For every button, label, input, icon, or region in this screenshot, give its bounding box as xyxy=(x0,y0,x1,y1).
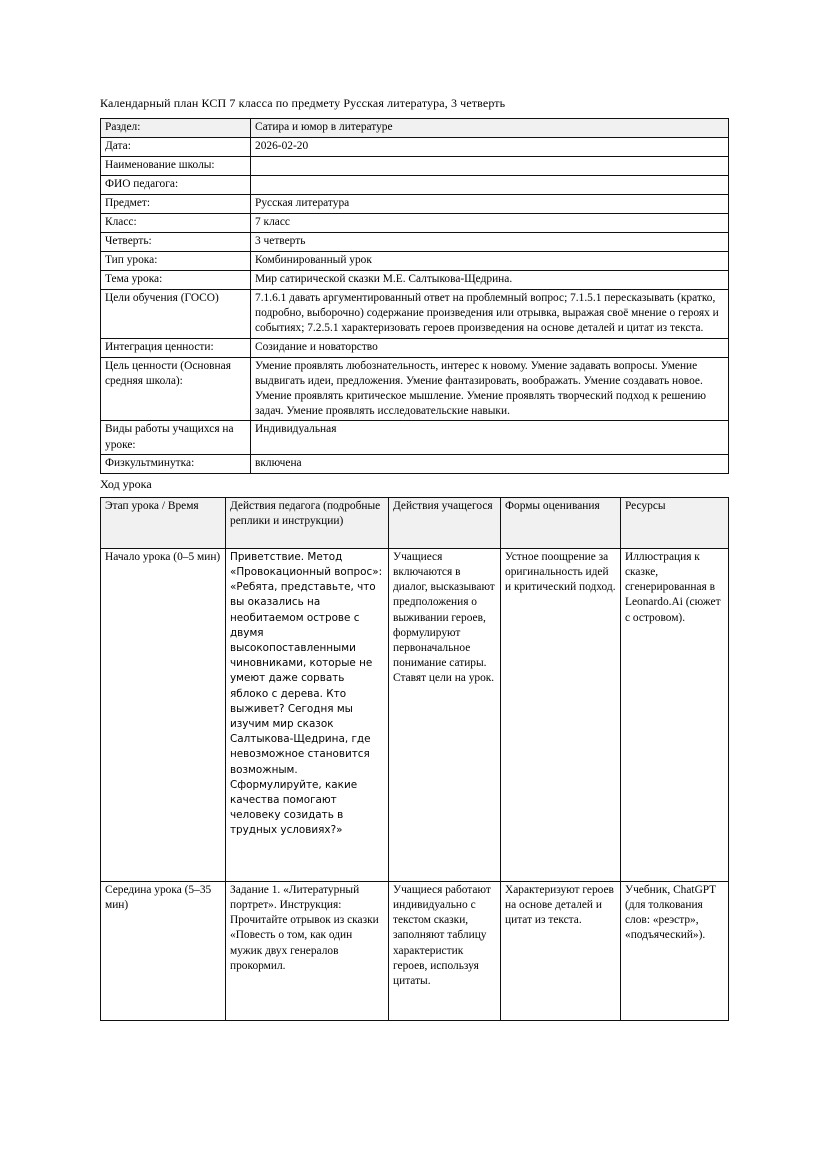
document-content xyxy=(100,96,728,1021)
info-value: Сатира и юмор в литературе xyxy=(251,119,729,138)
lesson-flow-caption: Ход урока xyxy=(100,476,152,491)
info-label: Класс: xyxy=(101,214,251,233)
info-value xyxy=(251,157,729,176)
info-value: 2026-02-20 xyxy=(251,138,729,157)
table-row xyxy=(101,421,729,454)
table-row xyxy=(101,338,729,357)
info-label: Предмет: xyxy=(101,195,251,214)
table-row xyxy=(101,454,729,473)
table-row xyxy=(101,271,729,290)
table-row xyxy=(101,357,729,421)
cell-student-actions: Учащиеся работают индивидуально с текстом сказки, заполняют таблицу характеристик героев, используя цитаты. xyxy=(389,881,501,1020)
cell-teacher-actions: Задание 1. «Литературный портрет». Инструкция: Прочитайте отрывок из сказки «Повесть о том, как один мужик двух генералов прокормил. xyxy=(226,881,389,1020)
info-value: включена xyxy=(251,454,729,473)
table-row xyxy=(101,548,729,881)
info-value: Умение проявлять любознательность, интерес к новому. Умение задавать вопросы. Умение выдвигать идеи, предложения. Умение фантазировать, воображать. Умение создавать новое. Умение проявлять критическое мышление. Умение проявлять творческий подход к решению задач. Умение проявлять исследовательские навыки. xyxy=(251,357,729,421)
info-value: Комбинированный урок xyxy=(251,252,729,271)
table-row xyxy=(101,138,729,157)
info-value: Индивидуальная xyxy=(251,421,729,454)
table-row xyxy=(101,233,729,252)
table-row xyxy=(101,157,729,176)
column-header-teacher-actions: Действия педагога (подробные реплики и инструкции) xyxy=(226,497,389,548)
table-row xyxy=(101,195,729,214)
table-header-row xyxy=(101,497,729,548)
info-value: 7 класс xyxy=(251,214,729,233)
info-label: Четверть: xyxy=(101,233,251,252)
info-label: Раздел: xyxy=(101,119,251,138)
table-row xyxy=(101,119,729,138)
column-header-student-actions: Действия учащегося xyxy=(389,497,501,548)
info-label: Виды работы учащихся на уроке: xyxy=(101,421,251,454)
info-label: ФИО педагога: xyxy=(101,176,251,195)
page-title: Календарный план КСП 7 класса по предмету Русская литература, 3 четверть xyxy=(100,96,506,110)
table-row xyxy=(101,881,729,1020)
info-label: Цели обучения (ГОСО) xyxy=(101,290,251,339)
lesson-flow-table xyxy=(100,497,729,1021)
cell-teacher-actions: Приветствие. Метод «Провокационный вопрос»: «Ребята, представьте, что вы оказались на необитаемом острове с двумя высокопоставленными чиновниками, которые не умеют даже сорвать яблоко с дерева. Кто выживет? Сегодня мы изучим мир сказок Салтыкова-Щедрина, где невозможное становится возможным. Сформулируйте, какие качества помогают человеку созидать в трудных условиях?» xyxy=(226,548,389,881)
info-value: 3 четверть xyxy=(251,233,729,252)
column-header-stage: Этап урока / Время xyxy=(101,497,226,548)
info-label: Тема урока: xyxy=(101,271,251,290)
info-label: Тип урока: xyxy=(101,252,251,271)
info-value: Мир сатирической сказки М.Е. Салтыкова-Щедрина. xyxy=(251,271,729,290)
table-row xyxy=(101,176,729,195)
cell-assessment: Устное поощрение за оригинальность идей и критический подход. xyxy=(501,548,621,881)
cell-stage: Середина урока (5–35 мин) xyxy=(101,881,226,1020)
column-header-resources: Ресурсы xyxy=(621,497,729,548)
info-value: Русская литература xyxy=(251,195,729,214)
column-header-assessment: Формы оценивания xyxy=(501,497,621,548)
lesson-info-table xyxy=(100,118,729,474)
info-value: Созидание и новаторство xyxy=(251,338,729,357)
cell-assessment: Характеризуют героев на основе деталей и цитат из текста. xyxy=(501,881,621,1020)
cell-stage: Начало урока (0–5 мин) xyxy=(101,548,226,881)
cell-student-actions: Учащиеся включаются в диалог, высказывают предположения о выживании героев, формулируют первоначальное понимание сатиры. Ставят цели на урок. xyxy=(389,548,501,881)
info-value: 7.1.6.1 давать аргументированный ответ на проблемный вопрос; 7.1.5.1 пересказывать (кратко, подробно, выборочно) содержание произведения или отрывка, выражая своё мнение о героях и событиях; 7.2.5.1 характеризовать героев произведения на основе деталей и цитат из текста. xyxy=(251,290,729,339)
cell-resources: Учебник, ChatGPT (для толкования слов: «реэстр», «подъяческий»). xyxy=(621,881,729,1020)
info-label: Дата: xyxy=(101,138,251,157)
cell-resources: Иллюстрация к сказке, сгенерированная в Leonardo.Ai (сюжет с островом). xyxy=(621,548,729,881)
info-label: Цель ценности (Основная средняя школа): xyxy=(101,357,251,421)
table-row xyxy=(101,290,729,339)
info-label: Интеграция ценности: xyxy=(101,338,251,357)
info-label: Физкультминутка: xyxy=(101,454,251,473)
info-label: Наименование школы: xyxy=(101,157,251,176)
table-row xyxy=(101,252,729,271)
info-value xyxy=(251,176,729,195)
table-row xyxy=(101,214,729,233)
